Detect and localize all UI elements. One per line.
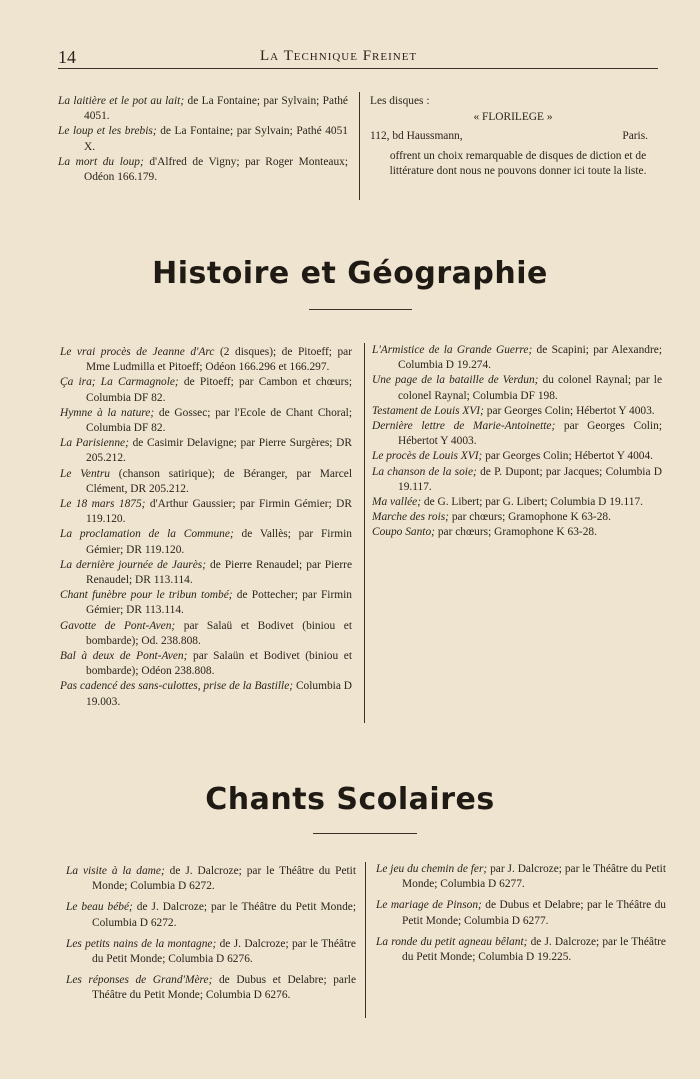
record-details: de Vallès; par Firmin Gémier; DR 119.120. (86, 528, 352, 556)
record-entry (60, 467, 352, 497)
record-title: La ronde du petit agneau bêlant; (376, 935, 528, 948)
record-title: Le beau bébé; (66, 901, 133, 914)
record-details: de G. Libert; par G. Libert; Columbia D 19.117. (421, 496, 643, 509)
record-details: d'Arthur Gaussier; par Firmin Gémier; DR 119.120. (86, 498, 352, 526)
record-title: La proclamation de la Commune; (60, 528, 234, 541)
record-details: de J. Dalcroze; par le Théâtre du Petit Monde; Columbia D 6276. (92, 937, 356, 966)
record-entry (58, 124, 348, 154)
record-details: du colonel Raynal; par le colonel Raynal; Columbia DF 198. (398, 374, 662, 402)
record-entry (60, 619, 352, 649)
record-title: Gavotte de Pont-Aven; (60, 619, 176, 632)
chants-right-column (376, 862, 666, 971)
record-title: L'Armistice de la Grande Guerre; (372, 344, 533, 356)
record-details: (chanson satirique); de Béranger, par Marcel Clément, DR 205.212. (86, 467, 352, 495)
disques-label: Les disques : (370, 95, 430, 107)
record-details: de La Fontaine; par Sylvain; Pathé 4051 X. (84, 125, 348, 153)
record-details: par Salaün et Bodivet (biniou et bombarde); Odéon 238.808. (86, 650, 352, 678)
record-entry (60, 527, 352, 557)
record-entry (372, 525, 662, 540)
record-details: par Georges Colin; Hébertot Y 4004. (482, 450, 654, 463)
record-details: par Salaü et Bodivet (biniou et bombarde); Od. 238.808. (86, 619, 352, 647)
histoire-left-column (60, 345, 352, 710)
record-details: par Georges Colin; Hébertot Y 4003. (483, 404, 655, 417)
record-title: Le Ventru (60, 467, 110, 480)
record-title: Hymne à la nature; (60, 406, 155, 419)
record-entry (66, 973, 356, 1003)
record-entry (372, 373, 662, 403)
disques-address-line (370, 129, 656, 144)
record-title: La chanson de la soie; (372, 465, 477, 478)
record-entry (60, 558, 352, 588)
chants-left-column (66, 864, 356, 1010)
record-entry (372, 495, 662, 510)
record-title: Coupo Santo; (372, 526, 435, 539)
record-title: La visite à la dame; (66, 865, 165, 877)
disques-text: offrent un choix remarquable de disques de diction et de littérature dont nous ne pouvons donner ici toute la liste. (389, 149, 647, 177)
record-entry (376, 898, 666, 928)
record-title: Les petits nains de la montagne; (66, 937, 217, 950)
record-title: Bal à deux de Pont-Aven; (60, 650, 188, 663)
section-rule-histoire (309, 309, 412, 310)
journal-title: La Technique Freinet (260, 48, 418, 64)
record-title: Ça ira; La Carmagnole; (60, 376, 179, 389)
record-entry (66, 900, 356, 930)
record-details: de Pitoeff; par Cambon et chœurs; Columbia DF 82. (86, 376, 353, 404)
record-details: de J. Dalcroze; par le Théâtre du Petit Monde; Columbia D 6272. (92, 865, 356, 893)
record-details: de Gossec; par l'Ecole de Chant Choral; Columbia DF 82. (86, 406, 352, 435)
disques-city: Paris. (622, 130, 648, 143)
record-title: Une page de la bataille de Verdun; (372, 374, 539, 387)
section-title-histoire: Histoire et Géographie (152, 256, 548, 291)
record-title: Dernière lettre de Marie-Antoinette; (372, 420, 556, 433)
record-entry (60, 345, 352, 375)
record-entry (372, 343, 662, 373)
chants-column-divider (365, 862, 366, 1018)
record-entry (376, 935, 666, 965)
disques-address: 112, bd Haussmann, (370, 130, 463, 143)
section-title-chants: Chants Scolaires (205, 782, 495, 817)
record-details: de J. Dalcroze; par le Théâtre du Petit Monde; Columbia D 19.225. (402, 935, 666, 964)
record-title: Chant funèbre pour le tribun tombé; (60, 589, 233, 602)
record-entry (60, 588, 352, 618)
record-entry (60, 436, 352, 466)
record-title: Le loup et les brebis; (58, 125, 157, 138)
record-entry (58, 155, 348, 185)
record-entry (60, 375, 352, 405)
record-entry (372, 510, 662, 525)
record-title: Marche des rois; (372, 511, 449, 524)
record-title: Les réponses de Grand'Mère; (66, 974, 213, 987)
record-title: Le mariage de Pinson; (376, 899, 482, 912)
record-details: de Dubus et Delabre; par le Théâtre du Petit Monde; Columbia D 6277. (402, 899, 666, 927)
record-entry (58, 94, 348, 124)
record-details: Columbia D 19.003. (86, 680, 352, 708)
record-entry (372, 404, 662, 419)
record-details: par chœurs; Gramophone K 63-28. (434, 526, 597, 539)
record-title: Le vrai procès de Jeanne d'Arc (60, 346, 215, 358)
disques-brand: « FLORILEGE » (473, 111, 553, 124)
record-entry (60, 679, 352, 709)
record-title: La mort du loup; (58, 155, 144, 168)
histoire-right-column (372, 343, 662, 541)
record-details: par chœurs; Gramophone K 63-28. (448, 511, 611, 524)
section-rule-chants (313, 833, 417, 834)
intro-column-divider (359, 92, 360, 200)
record-title: Le 18 mars 1875; (60, 498, 146, 511)
record-details: d'Alfred de Vigny; par Roger Monteaux; Odéon 166.179. (84, 155, 349, 184)
record-entry (66, 864, 356, 894)
record-details: de J. Dalcroze; par le Théâtre du Petit Monde; Columbia D 6272. (92, 901, 356, 929)
record-details: de La Fontaine; par Sylvain; Pathé 4051. (84, 95, 348, 123)
record-details: de Pierre Renaudel; par Pierre Renaudel; DR 113.114. (86, 558, 353, 587)
record-title: Testament de Louis XVI; (372, 404, 484, 417)
page-number: 14 (58, 47, 76, 67)
record-title: Le procès de Louis XVI; (372, 450, 483, 463)
intro-left-column (58, 94, 348, 185)
record-entry (60, 406, 352, 436)
record-title: Ma vallée; (372, 496, 422, 509)
record-details: (2 disques); de Pitoeff; par Mme Ludmilla et Pitoeff; Odéon 166.296 et 166.297. (86, 346, 352, 374)
record-details: par J. Dalcroze; par le Théâtre du Petit Monde; Columbia D 6277. (402, 863, 666, 891)
record-entry (372, 465, 662, 495)
record-entry (372, 449, 662, 464)
header-rule (58, 68, 658, 69)
record-details: de Dubus et Delabre; parle Théâtre du Petit Monde; Columbia D 6276. (92, 974, 356, 1002)
record-details: de P. Dupont; par Jacques; Columbia D 19.117. (398, 465, 662, 493)
record-details: par Georges Colin; Hébertot Y 4003. (398, 420, 662, 448)
intro-right-column (370, 94, 656, 179)
record-title: La laitière et le pot au lait; (58, 95, 185, 107)
record-entry (372, 419, 662, 449)
record-details: de Casimir Delavigne; par Pierre Surgères; DR 205.212. (86, 437, 352, 465)
histoire-column-divider (364, 343, 365, 723)
record-entry (376, 862, 666, 892)
record-title: Pas cadencé des sans-culottes, prise de la Bastille; (60, 680, 294, 693)
record-title: La dernière journée de Jaurès; (60, 558, 207, 571)
record-details: de Pottecher; par Firmin Gémier; DR 113.114. (86, 589, 352, 617)
record-details: de Scapini; par Alexandre; Columbia D 19.274. (398, 344, 662, 372)
record-entry (60, 649, 352, 679)
record-entry (60, 497, 352, 527)
record-entry (66, 937, 356, 967)
record-title: Le jeu du chemin de fer; (376, 863, 488, 875)
record-title: La Parisienne; (60, 437, 129, 450)
